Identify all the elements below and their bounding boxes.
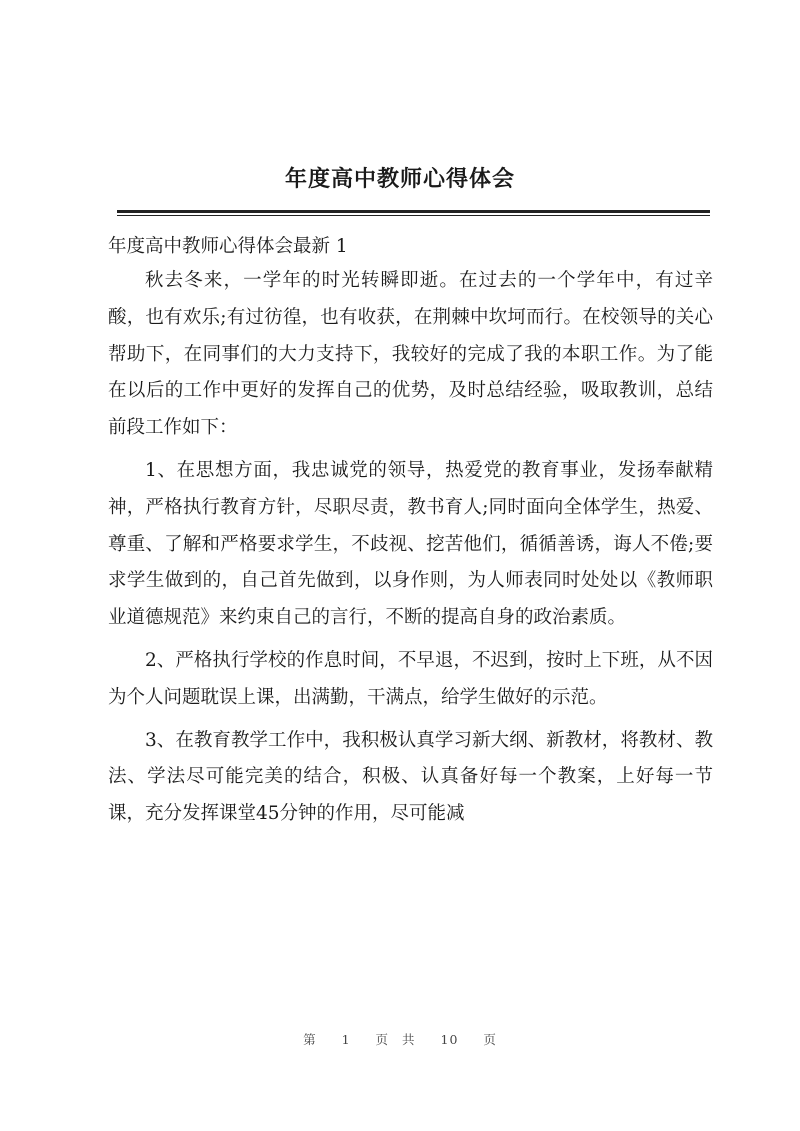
footer-suffix: 页 <box>483 1032 497 1047</box>
paragraph-point-3: 3、在教育教学工作中，我积极认真学习新大纲、新教材，将教材、教法、学法尽可能完美的结合，积极、认真备好每一个教案，上好每一节课，充分发挥课堂45分钟的作用，尽可能减 <box>108 729 713 825</box>
title-divider-thick <box>117 210 710 213</box>
document-body <box>108 231 713 833</box>
footer-total-pages: 10 <box>440 1032 459 1047</box>
page-footer <box>0 1030 800 1048</box>
paragraph-point-2: 2、严格执行学校的作息时间，不早退，不迟到，按时上下班，从不因为个人问题耽误上课，出满勤，干满点，给学生做好的示范。 <box>108 649 713 708</box>
title-divider-thin <box>117 215 710 216</box>
paragraph-intro: 秋去冬来，一学年的时光转瞬即逝。在过去的一个学年中，有过辛酸，也有欢乐;有过彷徨，也有收获，在荆棘中坎坷而行。在校领导的关心帮助下，在同事们的大力支持下，我较好的完成了我的本职工作。为了能在以后的工作中更好的发挥自己的优势，及时总结经验，吸取教训，总结前段工作如下： <box>108 270 713 439</box>
footer-mid: 页 共 <box>375 1032 416 1047</box>
page-title: 年度高中教师心得体会 <box>284 167 515 192</box>
paragraph-point-1: 1、在思想方面，我忠诚党的领导，热爱党的教育事业，发扬奉献精神，严格执行教育方针，尽职尽责，教书育人;同时面向全体学生，热爱、尊重、了解和严格要求学生，不歧视、挖苦他们，循循善诱，诲人不倦;要求学生做到的，自己首先做到，以身作则，为人师表同时处处以《教师职业道德规范》来约束自己的言行，不断的提高自身的政治素质。 <box>108 459 713 629</box>
footer-prefix: 第 <box>303 1032 317 1047</box>
section-heading: 年度高中教师心得体会最新 1 <box>108 236 348 257</box>
footer-page-number: 1 <box>341 1032 351 1047</box>
